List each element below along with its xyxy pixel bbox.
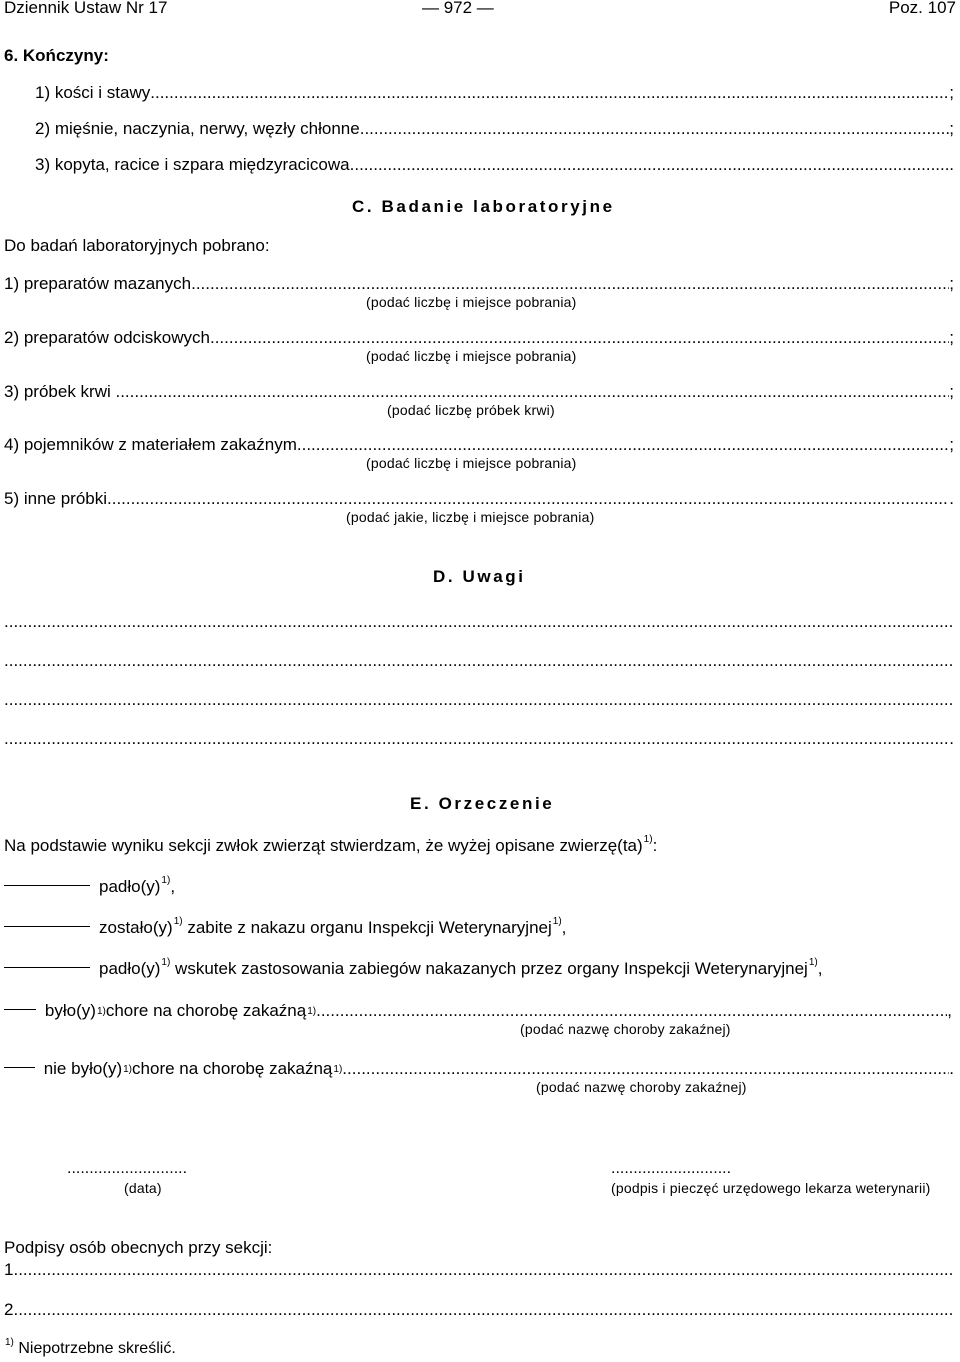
limbs-hooves-field[interactable] <box>35 155 954 175</box>
field-end: ; <box>949 274 954 293</box>
dotted-line <box>18 1260 952 1280</box>
field-label: 3) próbek krwi . <box>4 382 121 401</box>
section-c-title: C. Badanie laboratoryjne <box>352 197 615 216</box>
dash-marker <box>4 1009 36 1010</box>
field-label: 2) mięśnie, naczynia, nerwy, węzły chłonne <box>35 119 360 138</box>
dotted-line <box>297 435 949 455</box>
field-end: ; <box>949 382 954 401</box>
verdict-intro: Na podstawie wyniku sekcji zwłok zwierząt stwierdzam, że wyżej opisane zwierzę(ta)$^{1)}$: <box>4 834 658 855</box>
field-label: 5) inne próbki <box>4 489 108 508</box>
verdict-option-died[interactable]: $padło(y)^{1)}$, <box>4 877 175 897</box>
field-hint: (podać liczbę i miejsce pobrania) <box>366 294 577 310</box>
infectious-material-field[interactable] <box>4 435 954 455</box>
dash-marker <box>4 1067 35 1068</box>
section-6-title: 6. Kończyny: <box>4 46 109 65</box>
limbs-bones-field[interactable] <box>35 83 954 103</box>
blood-samples-field[interactable] <box>4 382 954 402</box>
dotted-line <box>342 1059 949 1079</box>
footnote-mark: 1) <box>643 834 653 846</box>
field-label: 4) pojemników z materiałem zakaźnym <box>4 435 297 454</box>
remarks-line-1[interactable] <box>4 612 952 632</box>
footnote-mark: 1) <box>161 875 171 887</box>
lab-intro: Do badań laboratoryjnych pobrano: <box>4 236 270 255</box>
attendee-2-field[interactable]: 2. ..... <box>4 1300 952 1320</box>
dotted-line <box>150 83 949 103</box>
dotted-line <box>360 119 950 139</box>
field-end: . <box>949 155 954 174</box>
dotted-line <box>210 328 949 348</box>
field-end: . <box>949 729 954 748</box>
field-hint: (podać nazwę choroby zakaźnej) <box>520 1021 731 1037</box>
verdict-option-was-sick[interactable]: było(y) $^{1)}$ chore na chorobę zakaźną $^{1)}$ ..... , <box>4 1001 952 1021</box>
verdict-option-died-treatment[interactable]: $padło(y)^{1)}$ wskutek zastosowania zabiegów nakazanych przez organy Inspekcji Weterynaryjnej$^{1)}$, <box>4 959 822 979</box>
signature-field[interactable]: ........................... <box>611 1160 732 1177</box>
page-number: — 972 — <box>422 0 494 17</box>
smear-preparations-field[interactable] <box>4 274 954 294</box>
other-samples-field[interactable] <box>4 489 954 509</box>
attendee-1-field[interactable]: 1. ..... <box>4 1260 952 1280</box>
dash-marker <box>4 926 90 927</box>
dotted-line <box>316 1001 947 1021</box>
journal-title: Dziennik Ustaw Nr 17 <box>4 0 168 17</box>
dotted-line <box>18 1300 952 1320</box>
field-hint: (podać liczbę próbek krwi) <box>387 402 555 418</box>
field-label: 1) preparatów mazanych <box>4 274 192 293</box>
field-hint: (podać liczbę i miejsce pobrania) <box>366 455 577 471</box>
section-d-title: D. Uwagi <box>433 567 526 586</box>
footnote-mark: 1) <box>173 916 183 928</box>
dotted-line <box>350 155 950 175</box>
field-end: ; <box>949 119 954 138</box>
verdict-option-was-not-sick[interactable]: nie było(y) $^{1)}$ chore na chorobę zakaźną $^{1)}$ ..... . <box>4 1059 954 1079</box>
limbs-muscles-field[interactable] <box>35 119 954 139</box>
remarks-line-2[interactable] <box>4 651 952 671</box>
field-label: 2) preparatów odciskowych <box>4 328 210 347</box>
field-hint: (podać nazwę choroby zakaźnej) <box>536 1079 747 1095</box>
signature-label: (podpis i pieczęć urzędowego lekarza weterynarii) <box>611 1180 931 1196</box>
section-e-title: E. Orzeczenie <box>410 794 555 813</box>
date-label: (data) <box>124 1180 162 1196</box>
verdict-option-killed[interactable]: $zostało(y)^{1)}$ zabite z nakazu organu Inspekcji Weterynaryjnej$^{1)}$, <box>4 918 566 938</box>
dotted-line <box>191 274 949 294</box>
footnote-mark: 1) <box>161 957 171 969</box>
imprint-preparations-field[interactable] <box>4 328 954 348</box>
footnote-mark: 1) <box>552 916 562 928</box>
field-hint: (podać liczbę i miejsce pobrania) <box>366 348 577 364</box>
field-end: . <box>949 489 954 508</box>
field-end: ; <box>949 83 954 102</box>
field-end: ; <box>949 435 954 454</box>
dash-marker <box>4 885 90 886</box>
footnote-mark: 1) <box>808 957 818 969</box>
field-label: 1) kości i stawy <box>35 83 151 102</box>
field-hint: (podać jakie, liczbę i miejsce pobrania) <box>346 509 595 525</box>
dotted-line <box>107 489 949 509</box>
field-end: ; <box>949 328 954 347</box>
footnote-mark: 1) <box>5 1336 14 1348</box>
attendees-title: Podpisy osób obecnych przy sekcji: <box>4 1238 273 1257</box>
footnote: $^{1)}$ Niepotrzebne skreślić. <box>5 1336 176 1357</box>
remarks-line-3[interactable] <box>4 690 952 710</box>
dash-marker <box>4 967 90 968</box>
date-field[interactable]: ........................... <box>67 1160 188 1177</box>
dotted-line <box>120 382 949 402</box>
remarks-line-4[interactable] <box>4 729 954 749</box>
position-number: Poz. 107 <box>888 0 956 17</box>
field-label: 3) kopyta, racice i szpara międzyracicowa <box>35 155 350 174</box>
